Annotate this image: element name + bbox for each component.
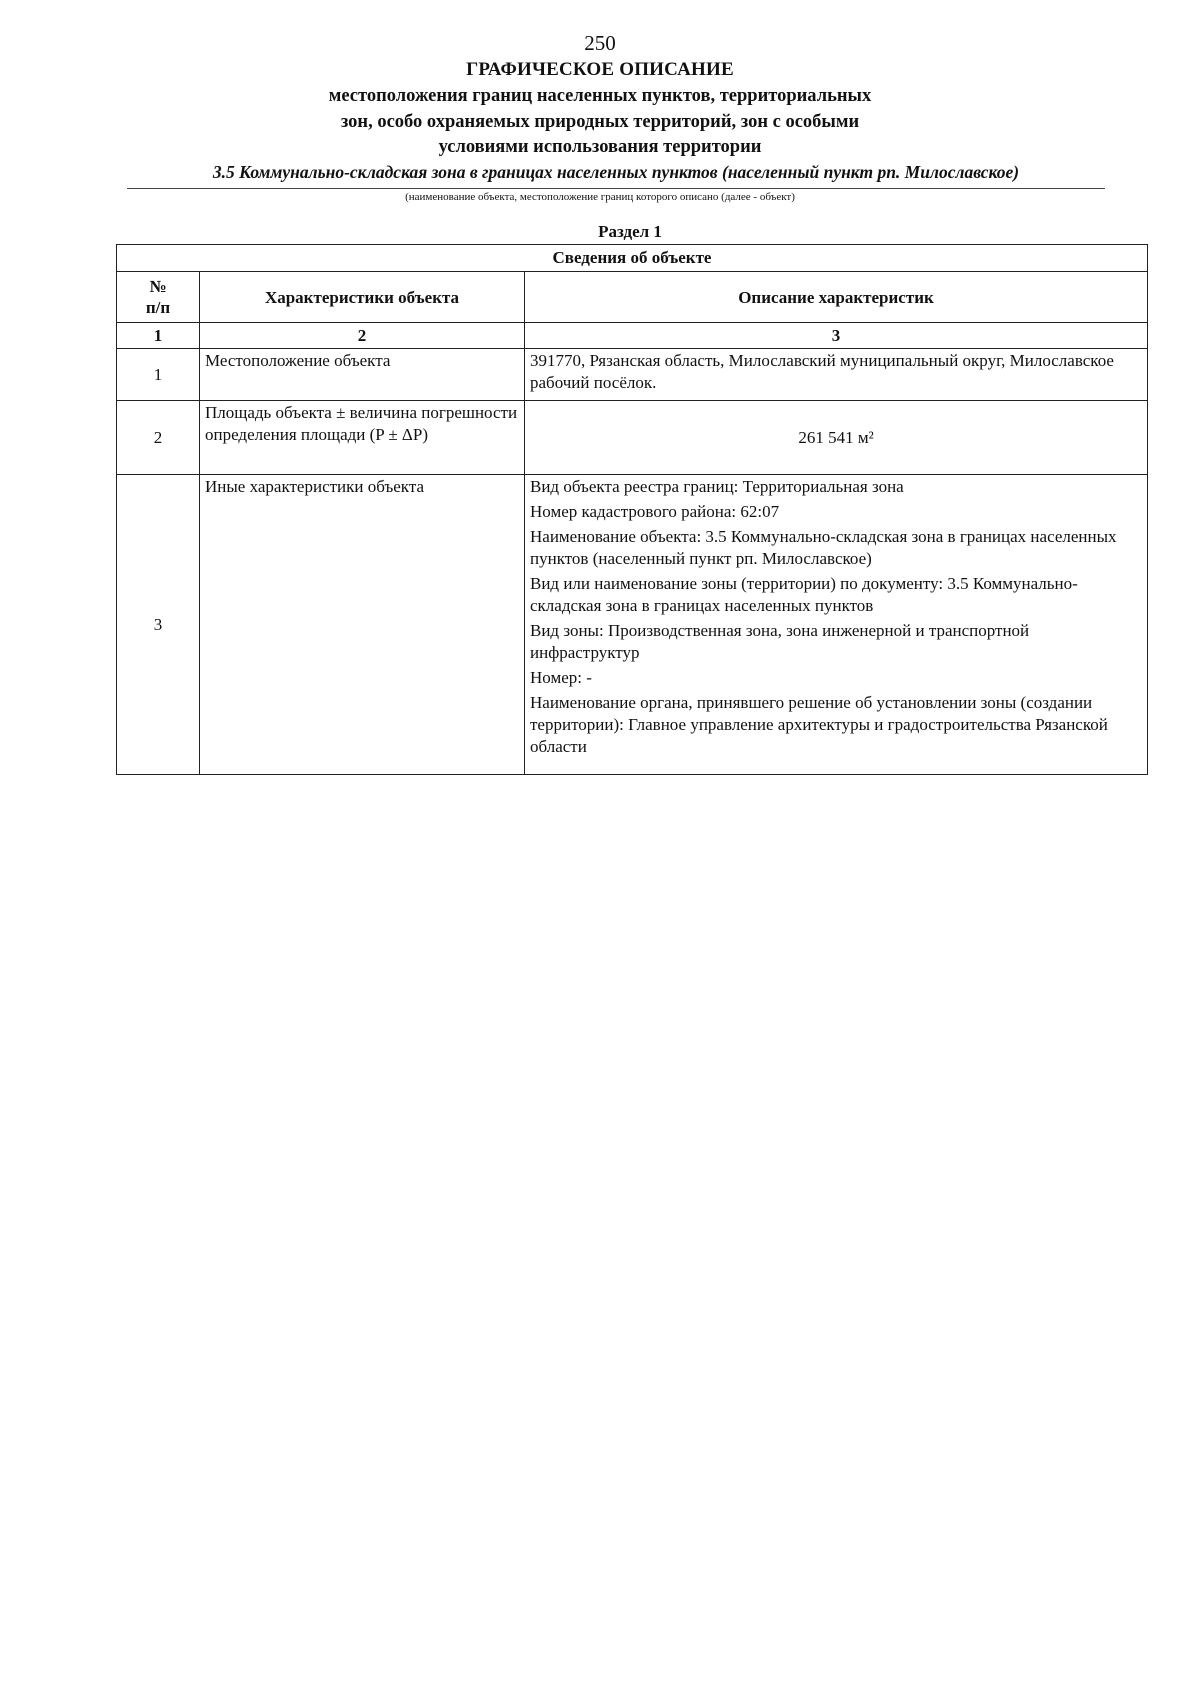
row-description (525, 475, 1148, 775)
table-row (117, 475, 1148, 775)
object-name: 3.5 Коммунально-складская зона в границах населенных пунктов (населенный пункт рп. Милославское) (212, 162, 1020, 182)
subtitle-line: условиями использования территории (438, 137, 762, 157)
object-caption: (наименование объекта, местоположение границ которого описано (далее - объект) (405, 191, 795, 203)
column-header-characteristic: Характеристики объекта (200, 272, 525, 323)
description-line: 261 541 м² (798, 427, 874, 447)
document-title: ГРАФИЧЕСКОЕ ОПИСАНИЕ (466, 59, 734, 80)
table-caption: Сведения об объекте (117, 245, 1148, 272)
column-number: 3 (525, 323, 1148, 349)
column-header-description: Описание характеристик (525, 272, 1148, 323)
column-number: 1 (117, 323, 200, 349)
subtitle-line: зон, особо охраняемых природных территорий, зон с особыми (340, 111, 860, 132)
description-line: Вид объекта реестра границ: Территориальная зона (530, 477, 904, 496)
table-row (117, 401, 1148, 475)
section-title: Раздел 1 (598, 222, 662, 241)
object-name-underline (127, 188, 1105, 189)
description-line: Номер: - (530, 668, 592, 687)
row-characteristic: Местоположение объекта (200, 349, 525, 401)
description-line: Вид зоны: Производственная зона, зона инженерной и транспортной инфраструктур (530, 621, 1030, 662)
description-line: Номер кадастрового района: 62:07 (530, 502, 780, 521)
row-characteristic: Площадь объекта ± величина погрешности определения площади (P ± ΔP) (200, 401, 525, 475)
object-info-table (116, 244, 1148, 775)
row-number: 1 (117, 349, 200, 401)
page-number: 250 (584, 31, 616, 55)
document-subtitle (150, 84, 1050, 161)
description-line: Вид или наименование зоны (территории) по документу: 3.5 Коммунально-складская зона в границах населенных пунктов (530, 574, 1078, 615)
subtitle-line: местоположения границ населенных пунктов, территориальных (328, 86, 872, 106)
column-number: 2 (200, 323, 525, 349)
row-number: 2 (117, 401, 200, 475)
row-description (525, 401, 1148, 475)
row-description (525, 349, 1148, 401)
row-characteristic: Иные характеристики объекта (200, 475, 525, 775)
description-line: Наименование органа, принявшего решение об установлении зоны (создании территории): Главное управление архитектуры и градостроительства Рязанской области (530, 693, 1108, 756)
description-line: Наименование объекта: 3.5 Коммунально-складская зона в границах населенных пунктов (населенный пункт рп. Милославское) (530, 527, 1117, 568)
description-line: 391770, Рязанская область, Милославский муниципальный округ, Милославское рабочий посёлок. (530, 351, 1114, 392)
column-header-number: № п/п (117, 272, 200, 323)
table-row (117, 349, 1148, 401)
row-number: 3 (117, 475, 200, 775)
